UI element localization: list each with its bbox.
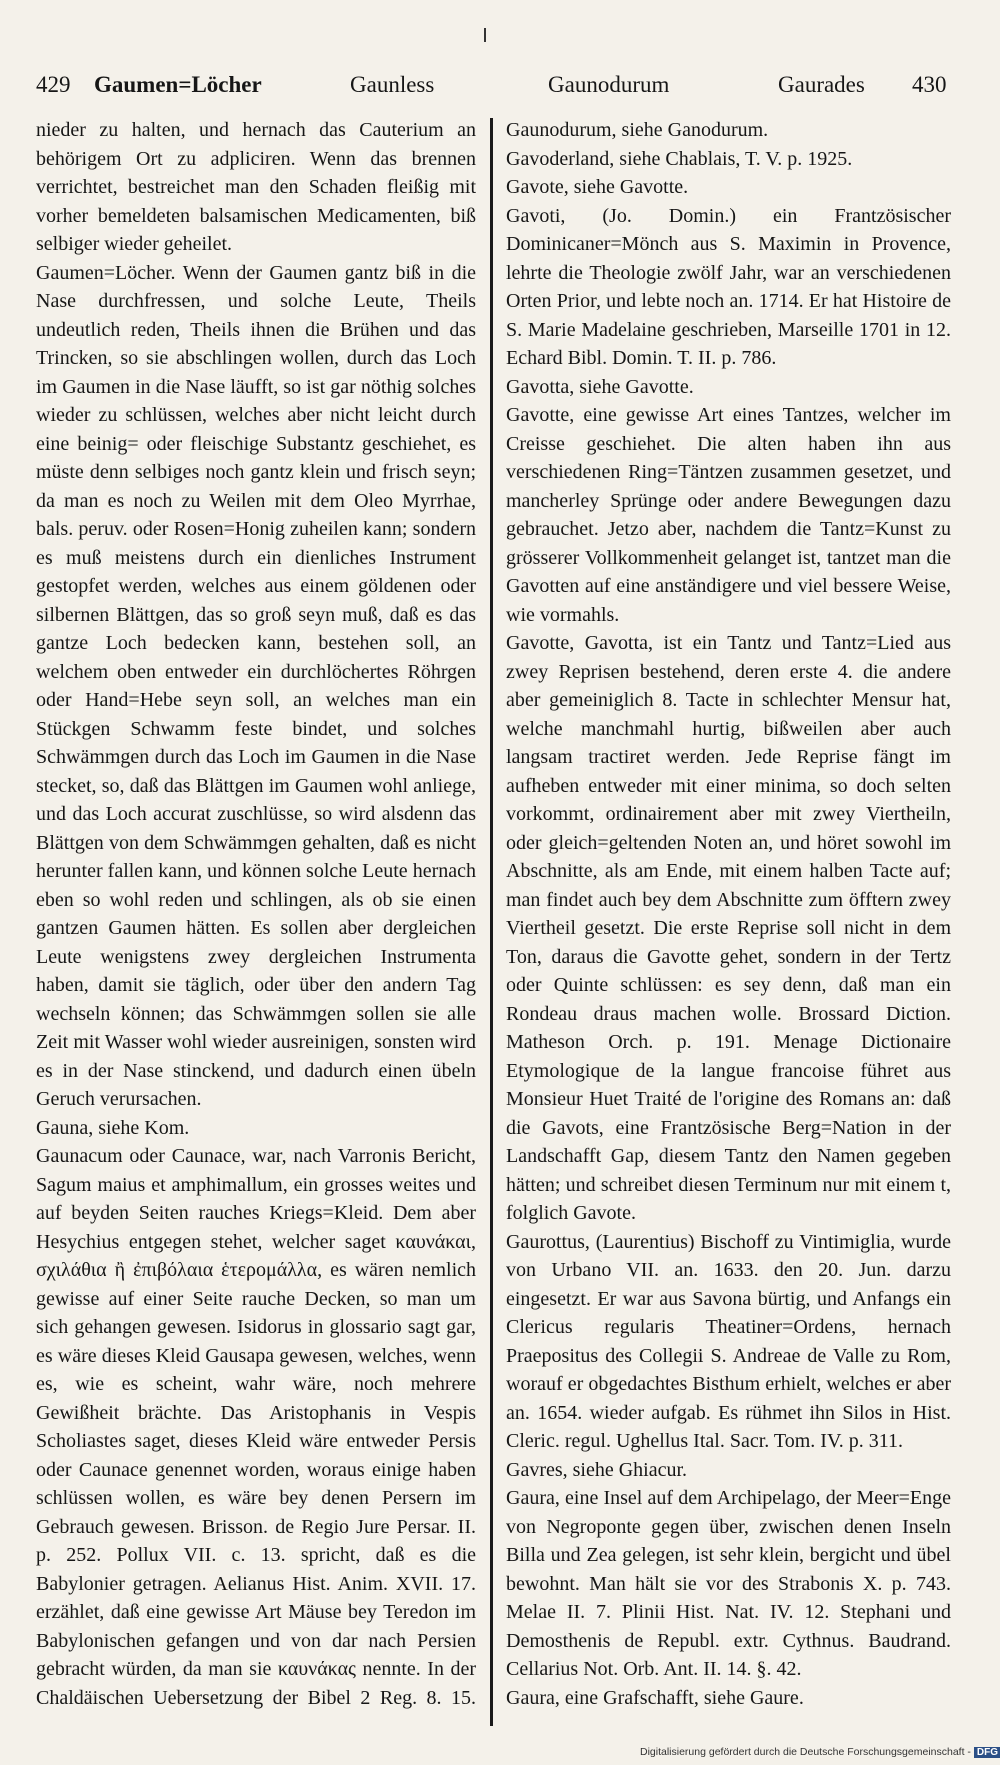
entry-paragraph: nieder zu halten, und hernach das Cauterium an behörigem Ort zu adpliciren. Wenn das brennen verrichtet, bestreichet man den Schaden fleißig mit vorher bemeldeten balsamischen Medicamenten, biß selbiger wieder geheilet.: [36, 119, 476, 255]
entry-paragraph: Gaumen=Löcher. Wenn der Gaumen gantz biß in die Nase durchfressen, und solche Leute, Theils undeutlich reden, Theils ihnen die Brühen und das Trincken, so sie abschlingen wollen, durch das Loch im Gaumen in die Nase läufft, so ist gar nöthig solches wieder zu schlüssen, welches aber nicht leicht durch eine beinig= oder fleischige Substantz geschiehet, es müste denn selbiges noch gantz klein und frisch seyn; da man es noch zu Weilen mit dem Oleo Myrrhae, bals. peruv. oder Rosen=Honig zuheilen kann; sondern es muß meistens durch ein dienliches Instrument gestopfet werden, welches aus einem göldenen oder silbernen Blättgen, das so groß seyn muß, daß es das gantze Loch bedecken kann, bestehen soll, an welchem oben entweder ein durchlöchertes Röhrgen oder Hand=Hebe seyn soll, an welches man ein Stückgen Schwamm feste bindet, und solches Schwämmgen durch das Loch im Gaumen in die Nase stecket, so, daß das Blättgen im Gaumen wohl anliege, und das Loch accurat zuschlüsse, so wird alsdenn das Blättgen von dem Schwämmgen gehalten, daß es nicht herunter fallen kann, und können solche Leute hernach eben so wohl reden und schlingen, als ob sie einen gantzen Gaumen hätten. Es sollen aber dergleichen Leute wenigstens zwey dergleichen Instrumenta haben, damit sie täglich, oder über den andern Tag wechseln können; das Schwämmgen sollen sie alle Zeit mit Wasser wohl wieder ausreinigen, sonsten wird es in der Nase stinckend, und dadurch einen übeln Geruch verursachen.: [36, 261, 476, 1110]
page-number-right: 430: [912, 72, 947, 97]
dfg-logo: DFG: [974, 1747, 1000, 1758]
entry-paragraph: Gavotta, siehe Gavotte.: [506, 375, 694, 398]
footer-credit-text: Digitalisierung gefördert durch die Deutsche Forschungsgemeinschaft -: [640, 1746, 971, 1758]
entry-paragraph: Gavoderland, siehe Chablais, T. V. p. 1925.: [506, 147, 853, 170]
top-margin-mark: [484, 28, 486, 42]
entry-paragraph: Gavoti, (Jo. Domin.) ein Frantzösischer Dominicaner=Mönch aus S. Maximin in Provence, lehrte die Theologie zwölf Jahr, war an verschiedenen Orten Prior, und lebte noch an. 1714. Er hat Histoire de S. Marie Madelaine geschrieben, Marseille 1701 in 12. Echard Bibl. Domin. T. II. p. 786.: [506, 204, 951, 369]
page-number-left: 429: [36, 72, 71, 97]
entry-paragraph: Gavres, siehe Ghiacur.: [506, 1458, 688, 1481]
header-keyword-left-1: Gaumen=Löcher: [94, 72, 262, 97]
entry-paragraph: [506, 1712, 951, 1716]
entry-paragraph: Gaura, eine Insel auf dem Archipelago, der Meer=Enge von Negroponte gegen über, zwischen denen Inseln Billa und Zea gelegen, ist sehr klein, bergicht und übel bewohnt. Man hält sie vor des Strabonis X. p. 743. Melae II. 7. Plinii Hist. Nat. IV. 12. Stephani und Demosthenis de Republ. extr. Cythnus. Baudrand. Cellarius Not. Orb. Ant. II. 14. §. 42.: [506, 1487, 951, 1680]
entry-paragraph: Gaunodurum, siehe Ganodurum.: [506, 119, 769, 141]
column-divider: [490, 118, 493, 1726]
entry-paragraph: Gavote, siehe Gavotte.: [506, 176, 689, 198]
header-keyword-right-1: Gaunodurum: [548, 72, 670, 97]
entry-paragraph: Gauna, siehe Kom.: [36, 1116, 190, 1139]
entry-paragraph: Gaunacum oder Caunace, war, nach Varronis Bericht, Sagum maius et amphimallum, ein grosses weites und auf beyden Seiten rauches Kriegs=Kleid. Dem aber Hesychius entgegen stehet, welcher saget καυνάκαι, σχιλάθια ἢ ἐπιβόλαια ἑτερομάλλα, es wären nemlich gewisse auf einer Seite rauche Decken, so man um sich gehangen gewesen. Isidorus in glossario sagt gar, es wäre dieses Kleid Gausapa gewesen, welches, wenn es, wie es scheint, wahr wäre, noch mehrere Gewißheit brächte. Das Aristophanis in Vespis Scholiastes saget, dieses Kleid wäre entweder Persis oder Caunace genennet worden, woraus einige haben schlüssen wollen, es wäre bey denen Persern im Gebrauch gewesen. Brisson. de Regio Jure Persar. II. p. 252. Pollux VII. c. 13. spricht, daß es die Babylonier getragen. Aelianus Hist. Anim. XVII. 17. erzählet, daß eine gewisse Art Mäuse bey Teredon im Babylonischen gefangen und von dar nach Persien gebracht würden, da man sie καυνάκας nennte. In der Chaldäischen Uebersetzung der Bibel 2 Reg. 8. 15.: [36, 1145, 476, 1709]
entry-paragraph: Gaura, eine Grafschafft, siehe Gaure.: [506, 1686, 804, 1709]
entry-paragraph: Gaurottus, (Laurentius) Bischoff zu Vintimiglia, wurde von Urbano VII. an. 1633. den 20. Jun. darzu eingesetzt. Er war aus Savona bürtig, und Anfangs ein Clericus regularis Theatiner=Ordens, hernach Praepositus des Collegii S. Andreae de Valle zu Rom, worauf er obgedachtes Bisthum erhielt, welches er aber an. 1654. wieder aufgab. Es rühmet ihn Silos in Hist. Cleric. regul. Ughellus Ital. Sacr. Tom. IV. p. 311.: [506, 1230, 951, 1452]
left-column: [36, 116, 476, 1716]
header-keyword-left-2: Gaunless: [350, 72, 435, 97]
digitization-footer: [640, 1746, 999, 1762]
header-keyword-right-2: Gaurades: [778, 72, 865, 97]
right-column: [506, 116, 951, 1716]
entry-paragraph: Gavotte, Gavotta, ist ein Tantz und Tantz=Lied aus zwey Reprisen bestehend, deren erste 4. die andere aber gemeiniglich 8. Tacte in schlechter Mensur hat, welche manchmahl hurtig, bißweilen aber auch langsam tractiret werden. Jede Reprise fängt im aufheben entweder mit einer minima, so doch selten vorkommt, ordinairement aber mit zwey Viertheiln, oder gleich=geltenden Noten an, und höret sowohl im Abschnitte, als am Ende, mit einem halben Tacte auf; man findet auch bey dem Abschnitte zum öfftern zwey Viertheil gesetzt. Die erste Reprise soll nicht in dem Ton, daraus die Gavotte gehet, sondern in der Tertz oder Quinte schlüssen: es sey denn, daß man ein Rondeau draus machen wolle. Brossard Diction. Matheson Orch. p. 191. Menage Dictionaire Etymologique de la langue francoise führet aus Monsieur Huet Traité de l'origine des Romans an: daß die Gavots, eine Frantzösische Berg=Nation in der Landschafft Gap, diesem Tantz den Namen gegeben hätten; und schreibet diesen Terminum nur mit einem t, folglich Gavote.: [506, 632, 951, 1224]
entry-paragraph: Gavotte, eine gewisse Art eines Tantzes, welcher im Creisse geschiehet. Die alten haben ihn aus verschiedenen Ring=Täntzen zusammen gesetzet, und mancherley Sprünge oder andere Bewegungen dazu gebrauchet. Jetzo aber, nachdem die Tantz=Kunst zu grösserer Vollkommenheit gelanget ist, tantzet man die Gavotten auf eine anständigere und viel bessere Weise, wie vormahls.: [506, 404, 951, 626]
page-header: [36, 72, 964, 108]
